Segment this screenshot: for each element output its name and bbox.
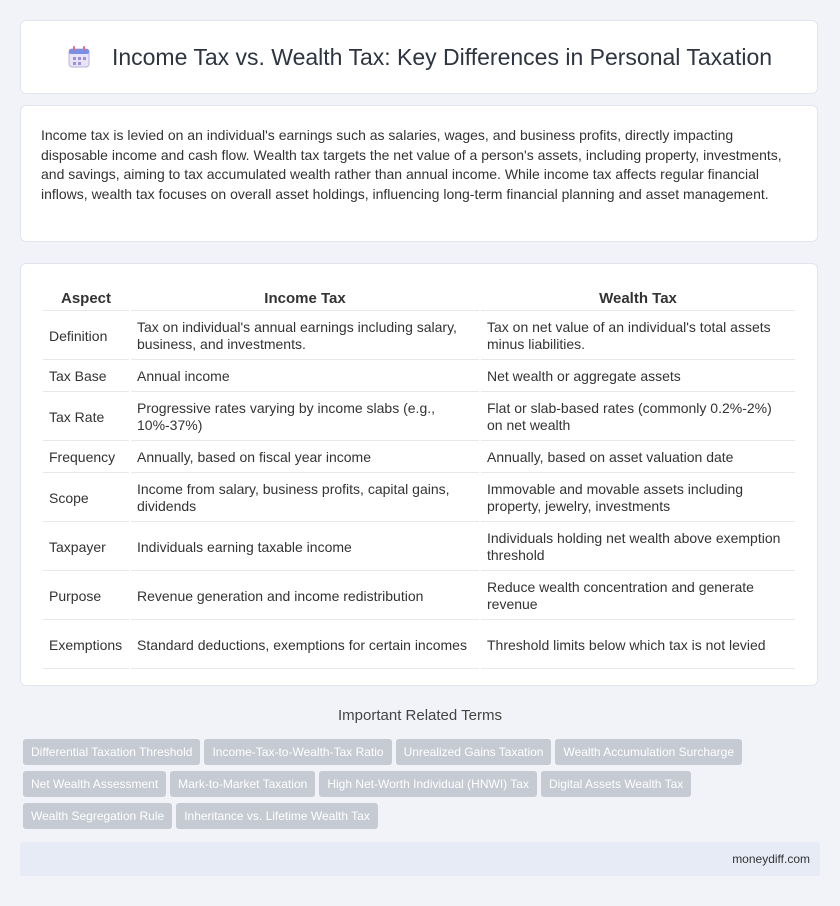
income-tax-cell: Annual income — [131, 362, 479, 392]
header-income-tax: Income Tax — [131, 286, 479, 311]
header-wealth-tax: Wealth Tax — [481, 286, 795, 311]
page-title: Income Tax vs. Wealth Tax: Key Differences in Personal Taxation — [111, 43, 773, 70]
income-tax-cell: Individuals earning taxable income — [131, 524, 479, 571]
aspect-cell: Purpose — [43, 573, 129, 620]
table-row — [43, 313, 795, 360]
wealth-tax-cell: Tax on net value of an individual's total assets minus liabilities. — [481, 313, 795, 360]
related-term-tag[interactable]: Inheritance vs. Lifetime Wealth Tax — [176, 803, 378, 829]
related-term-tag[interactable]: Unrealized Gains Taxation — [396, 739, 552, 765]
footer — [20, 842, 820, 876]
wealth-tax-cell: Individuals holding net wealth above exemption threshold — [481, 524, 795, 571]
wealth-tax-cell: Annually, based on asset valuation date — [481, 443, 795, 473]
table-row — [43, 394, 795, 441]
table-row — [43, 573, 795, 620]
aspect-cell: Taxpayer — [43, 524, 129, 571]
comparison-table-card — [20, 263, 818, 686]
table-row — [43, 622, 795, 669]
related-terms-title: Important Related Terms — [338, 707, 502, 724]
header-aspect: Aspect — [43, 286, 129, 311]
related-term-tag[interactable]: Net Wealth Assessment — [23, 771, 166, 797]
footer-site-link[interactable]: moneydiff.com — [732, 852, 810, 866]
aspect-cell: Definition — [43, 313, 129, 360]
income-tax-cell: Annually, based on fiscal year income — [131, 443, 479, 473]
wealth-tax-cell: Net wealth or aggregate assets — [481, 362, 795, 392]
income-tax-cell: Income from salary, business profits, capital gains, dividends — [131, 475, 479, 522]
aspect-cell: Tax Base — [43, 362, 129, 392]
related-terms-list — [23, 739, 803, 835]
comparison-table — [41, 284, 797, 671]
table-row — [43, 443, 795, 473]
wealth-tax-cell: Flat or slab-based rates (commonly 0.2%-2%) on net wealth — [481, 394, 795, 441]
aspect-cell: Frequency — [43, 443, 129, 473]
income-tax-cell: Tax on individual's annual earnings including salary, business, and investments. — [131, 313, 479, 360]
related-term-tag[interactable]: Wealth Accumulation Surcharge — [555, 739, 742, 765]
table-row — [43, 475, 795, 522]
related-term-tag[interactable]: Digital Assets Wealth Tax — [541, 771, 691, 797]
wealth-tax-cell: Reduce wealth concentration and generate revenue — [481, 573, 795, 620]
wealth-tax-cell: Threshold limits below which tax is not levied — [481, 622, 795, 669]
related-term-tag[interactable]: High Net-Worth Individual (HNWI) Tax — [319, 771, 537, 797]
aspect-cell: Tax Rate — [43, 394, 129, 441]
aspect-cell: Scope — [43, 475, 129, 522]
table-header-row — [43, 286, 795, 311]
related-term-tag[interactable]: Mark-to-Market Taxation — [170, 771, 315, 797]
table-row — [43, 362, 795, 392]
income-tax-cell: Revenue generation and income redistribution — [131, 573, 479, 620]
header-card — [20, 20, 818, 94]
related-term-tag[interactable]: Income-Tax-to-Wealth-Tax Ratio — [204, 739, 391, 765]
income-tax-cell: Standard deductions, exemptions for certain incomes — [131, 622, 479, 669]
related-term-tag[interactable]: Differential Taxation Threshold — [23, 739, 200, 765]
intro-card — [20, 105, 818, 242]
calendar-icon — [66, 44, 92, 70]
table-row — [43, 524, 795, 571]
aspect-cell: Exemptions — [43, 622, 129, 669]
wealth-tax-cell: Immovable and movable assets including property, jewelry, investments — [481, 475, 795, 522]
intro-paragraph: Income tax is levied on an individual's earnings such as salaries, wages, and business profits, directly impacting disposable income and cash flow. Wealth tax targets the net value of a person's assets, including property, investments, and savings, aiming to tax accumulated wealth rather than annual income. While income tax affects regular financial inflows, wealth tax focuses on overall asset holdings, influencing long-term financial planning and asset management. — [41, 127, 782, 202]
related-term-tag[interactable]: Wealth Segregation Rule — [23, 803, 172, 829]
income-tax-cell: Progressive rates varying by income slabs (e.g., 10%-37%) — [131, 394, 479, 441]
